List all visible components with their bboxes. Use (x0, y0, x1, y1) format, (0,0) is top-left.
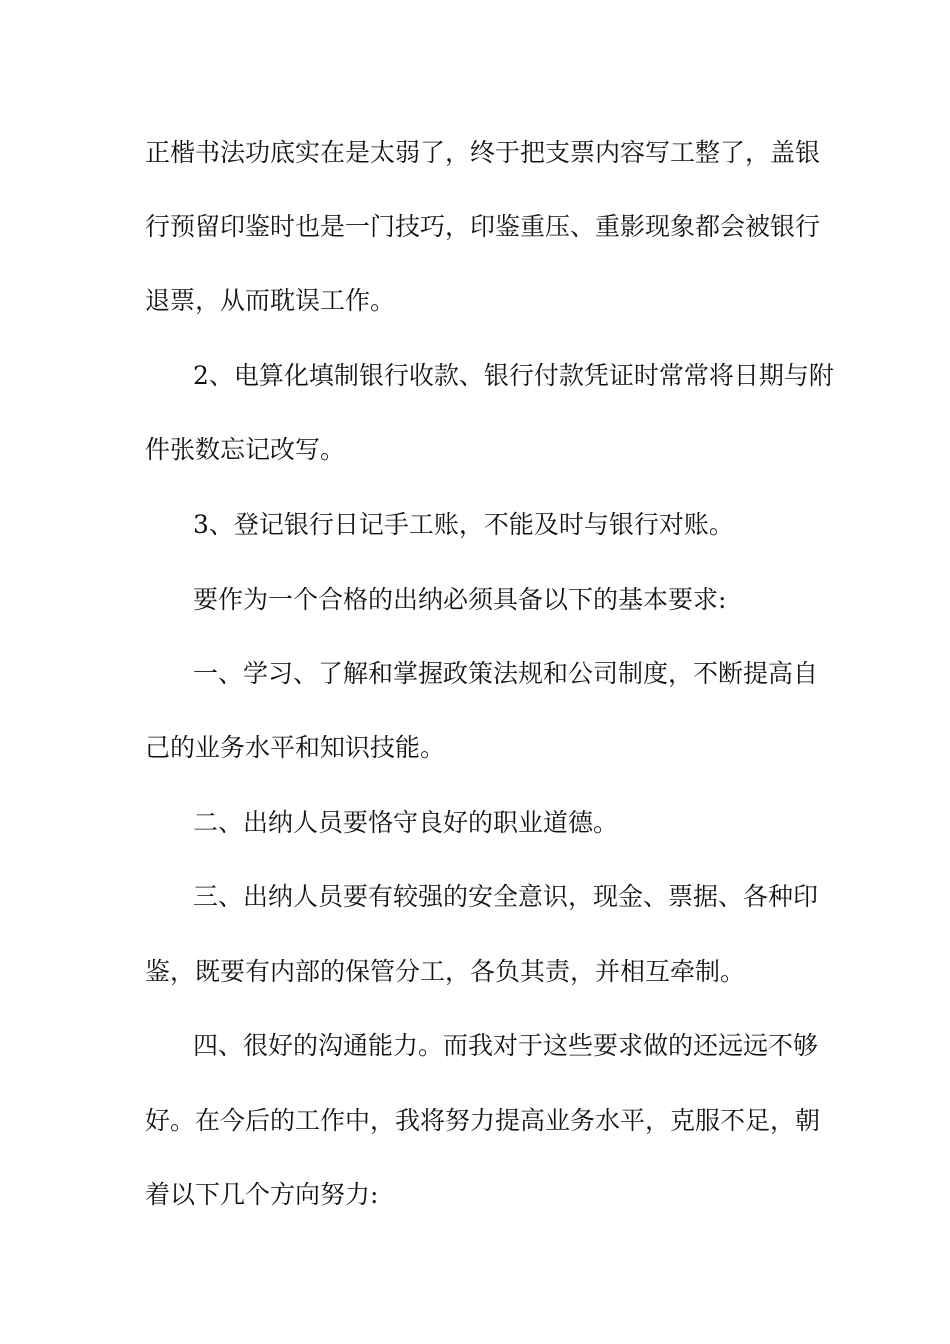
text-line: 己的业务水平和知识技能。 (145, 733, 446, 762)
text-line: 件张数忘记改写。 (145, 435, 346, 464)
text-line: 鉴，既要有内部的保管分工，各负其责，并相互牵制。 (145, 957, 746, 986)
text-line: 一、学习、了解和掌握政策法规和公司制度，不断提高自 (193, 659, 819, 688)
text-line: 3、登记银行日记手工账，不能及时与银行对账。 (193, 510, 734, 539)
text-line: 好。在今后的工作中，我将努力提高业务水平，克服不足，朝 (145, 1106, 821, 1135)
text-line: 退票，从而耽误工作。 (145, 286, 396, 315)
text-line: 三、出纳人员要有较强的安全意识，现金、票据、各种印 (193, 882, 819, 911)
text-line: 着以下几个方向努力: (145, 1180, 379, 1209)
text-line: 二、出纳人员要恪守良好的职业道德。 (193, 808, 619, 837)
text-line: 要作为一个合格的出纳必须具备以下的基本要求: (193, 585, 727, 614)
text-line: 行预留印鉴时也是一门技巧，印鉴重压、重影现象都会被银行 (145, 212, 821, 241)
text-line: 四、很好的沟通能力。而我对于这些要求做的还远远不够 (193, 1031, 819, 1060)
text-line: 正楷书法功底实在是太弱了，终于把支票内容写工整了，盖银 (145, 138, 821, 167)
text-line: 2、电算化填制银行收款、银行付款凭证时常常将日期与附 (193, 361, 834, 390)
